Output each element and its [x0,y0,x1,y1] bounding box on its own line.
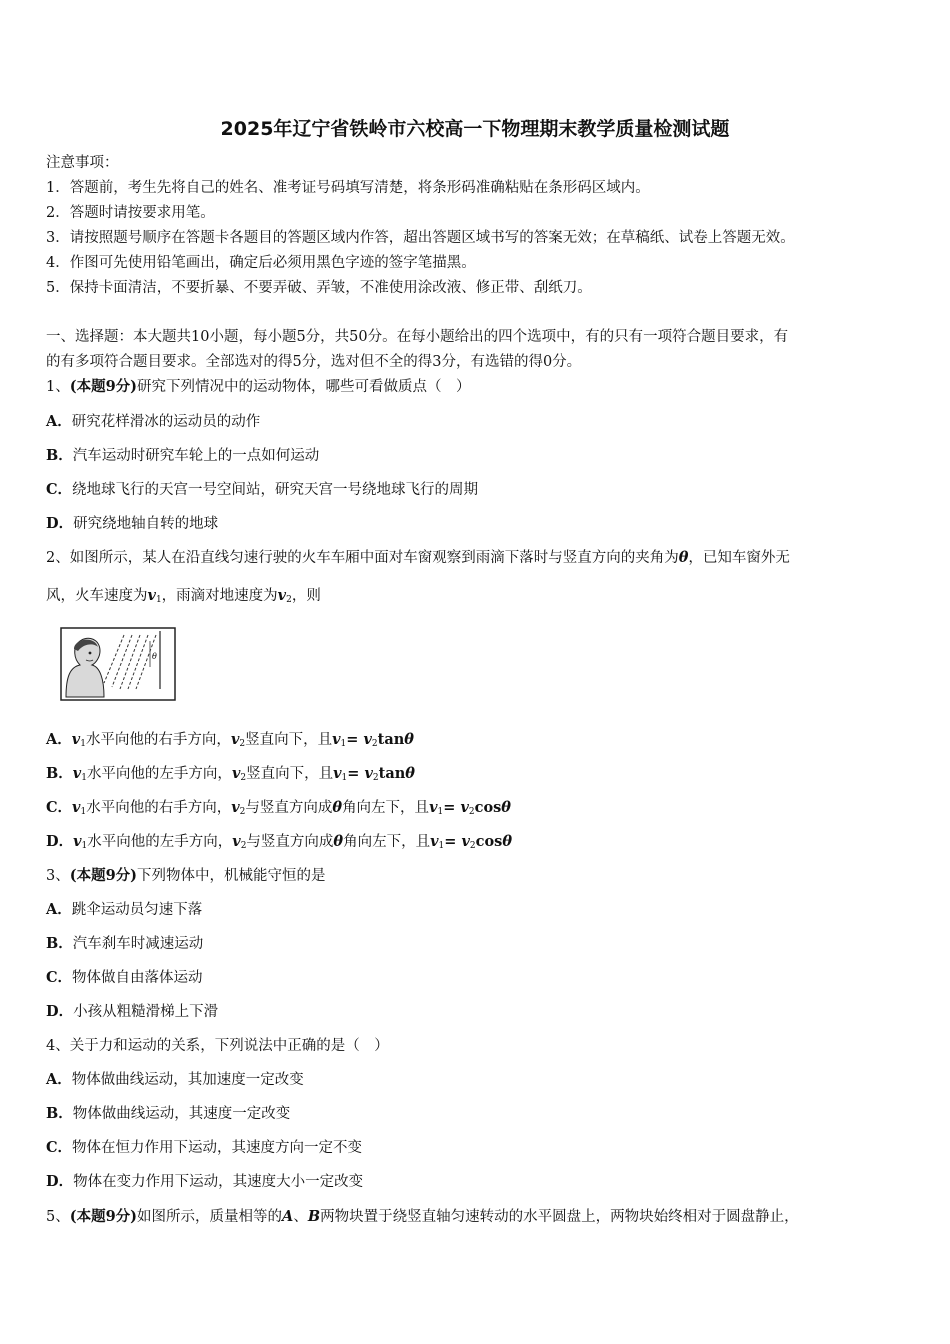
question-2-option-a: A．$v_1$水平向他的右手方向，$v_2$竖直向下，且$v_1= v_2\tan\theta$ [46,731,414,749]
question-2-option-d: D．$v_1$水平向他的左手方向，$v_2$与竖直方向成θ角向左下，且$v_1= v_2\cos\theta$ [46,833,512,851]
train-window-rain-figure [60,627,176,701]
figure-theta-label: θ [152,652,157,661]
question-2-stem: 风，火车速度为$v_1$，雨滴对地速度为$v_2$，则 [46,587,321,605]
question-4-stem: 4、关于力和运动的关系，下列说法中正确的是（ ） [46,1038,389,1054]
question-4-option-a: A．物体做曲线运动，其加速度一定改变 [46,1071,304,1088]
question-1-option-d: D．研究绕地轴自转的地球 [46,515,219,532]
section-intro: 一、选择题：本大题共10小题，每小题5分，共50分。在每小题给出的四个选项中，有的只有一项符合题目要求，有 [46,329,789,345]
question-5-stem: 5、(本题9分)如图所示，质量相等的A、B两物块置于绕竖直轴匀速转动的水平圆盘上，两物块始终相对于圆盘静止， [46,1208,799,1225]
question-4-option-d: D．物体在变力作用下运动，其速度大小一定改变 [46,1173,364,1190]
notice-item: 5．保持卡面清洁，不要折暴、不要弄破、弄皱，不准使用涂改液、修正带、刮纸刀。 [46,280,592,296]
question-4-option-b: B．物体做曲线运动，其速度一定改变 [46,1105,291,1122]
question-3-option-b: B．汽车刹车时减速运动 [46,935,204,952]
question-1-option-c: C．绕地球飞行的天宫一号空间站，研究天宫一号绕地球飞行的周期 [46,481,479,498]
notice-heading: 注意事项： [46,155,119,171]
question-4-option-c: C．物体在恒力作用下运动，其速度方向一定不变 [46,1139,363,1156]
question-1-stem: 1、(本题9分)研究下列情况中的运动物体，哪些可看做质点（ ） [46,378,471,395]
section-intro: 的有多项符合题目要求。全部选对的得5分，选对但不全的得3分，有选错的得0分。 [46,354,582,370]
notice-item: 2．答题时请按要求用笔。 [46,205,215,221]
question-2-stem: 2、如图所示，某人在沿直线匀速行驶的火车车厢中面对车窗观察到雨滴下落时与竖直方向的夹角为θ，已知车窗外无 [46,549,790,566]
question-1-option-b: B．汽车运动时研究车轮上的一点如何运动 [46,447,320,464]
question-3-stem: 3、(本题9分)下列物体中，机械能守恒的是 [46,867,326,884]
question-2-option-c: C．$v_1$水平向他的右手方向，$v_2$与竖直方向成θ角向左下，且$v_1= v_2\cos\theta$ [46,799,511,817]
question-2-option-b: B．$v_1$水平向他的左手方向，$v_2$竖直向下，且$v_1= v_2\tan\theta$ [46,765,415,783]
question-3-option-d: D．小孩从粗糙滑梯上下滑 [46,1003,219,1020]
page-title: 2025年辽宁省铁岭市六校高一下物理期末教学质量检测试题 [220,118,730,140]
notice-item: 4．作图可先使用铅笔画出，确定后必须用黑色字迹的签字笔描黑。 [46,255,476,271]
question-3-option-a: A．跳伞运动员匀速下落 [46,901,203,918]
notice-item: 1．答题前，考生先将自己的姓名、准考证号码填写清楚，将条形码准确粘贴在条形码区域内。 [46,180,650,196]
question-1-option-a: A．研究花样滑冰的运动员的动作 [46,413,261,430]
notice-item: 3．请按照题号顺序在答题卡各题目的答题区域内作答，超出答题区域书写的答案无效；在草稿纸、试卷上答题无效。 [46,230,795,246]
question-3-option-c: C．物体做自由落体运动 [46,969,203,986]
